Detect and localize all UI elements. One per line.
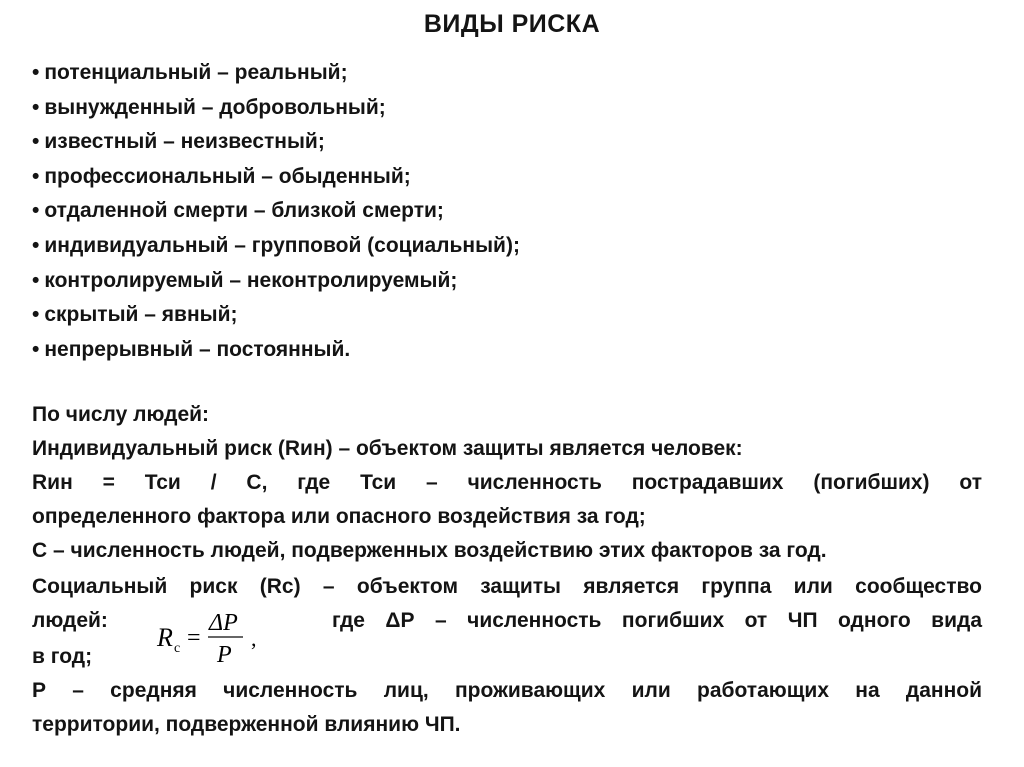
bullet-icon: • xyxy=(32,268,40,292)
list-item xyxy=(32,56,520,91)
c-definition: С – численность людей, подверженных воздействию этих факторов за год. xyxy=(32,539,827,562)
p-definition: Р – средняя численность лиц, проживающих или работающих на данной xyxy=(32,679,982,702)
list-item-text: скрытый – явный; xyxy=(44,303,238,327)
social-risk-line: Социальный риск (Rс) – объектом защиты является группа или сообщество xyxy=(32,575,982,598)
individual-risk-line: Индивидуальный риск (Rин) – объектом защиты является человек: xyxy=(32,437,743,460)
individual-formula-line: Rин = Тси / С, где Тси – численность пострадавших (погибших) от xyxy=(32,471,982,494)
p-definition-continuation: территории, подверженной влиянию ЧП. xyxy=(32,713,461,736)
slide-title: ВИДЫ РИСКА xyxy=(423,10,601,38)
formula-numerator: ΔP xyxy=(209,610,238,636)
social-risk-formula xyxy=(155,606,275,668)
bullet-icon: • xyxy=(32,337,40,361)
formula-comma: , xyxy=(251,626,257,651)
social-risk-per-year: в год; xyxy=(32,645,93,668)
list-item-text: потенциальный – реальный; xyxy=(44,61,348,84)
list-item xyxy=(32,160,520,195)
list-item xyxy=(32,229,520,264)
list-item-text: вынужденный – добровольный; xyxy=(44,95,386,119)
list-item-text: индивидуальный – групповой (социальный); xyxy=(44,233,520,257)
bullet-icon: • xyxy=(32,61,40,84)
list-item xyxy=(32,91,520,126)
bullet-icon: • xyxy=(32,95,40,119)
list-item-text: известный – неизвестный; xyxy=(44,130,325,154)
list-item-text: отдаленной смерти – близкой смерти; xyxy=(44,199,444,223)
list-item-text: профессиональный – обыденный; xyxy=(44,164,411,188)
list-item-text: контролируемый – неконтролируемый; xyxy=(44,268,458,292)
formula-denominator: P xyxy=(217,642,232,668)
formula-lhs-subscript: с xyxy=(174,641,181,656)
formula-lhs: R xyxy=(157,623,173,652)
social-risk-people: людей: xyxy=(32,609,108,632)
bullet-icon: • xyxy=(32,199,40,223)
list-item xyxy=(32,194,520,229)
risk-types-list xyxy=(32,56,520,367)
bullet-icon: • xyxy=(32,164,40,188)
list-item-text: непрерывный – постоянный. xyxy=(44,337,351,361)
bullet-icon: • xyxy=(32,130,40,154)
bullet-icon: • xyxy=(32,303,40,327)
delta-p-definition: где ΔР – численность погибших от ЧП одного вида xyxy=(332,609,982,632)
list-item xyxy=(32,298,520,333)
list-item xyxy=(32,333,520,368)
bullet-icon: • xyxy=(32,233,40,257)
formula-equals: = xyxy=(187,625,201,651)
list-item xyxy=(32,264,520,299)
section-heading: По числу людей: xyxy=(32,403,210,426)
individual-formula-continuation: определенного фактора или опасного воздействия за год; xyxy=(32,505,646,528)
list-item xyxy=(32,125,520,160)
